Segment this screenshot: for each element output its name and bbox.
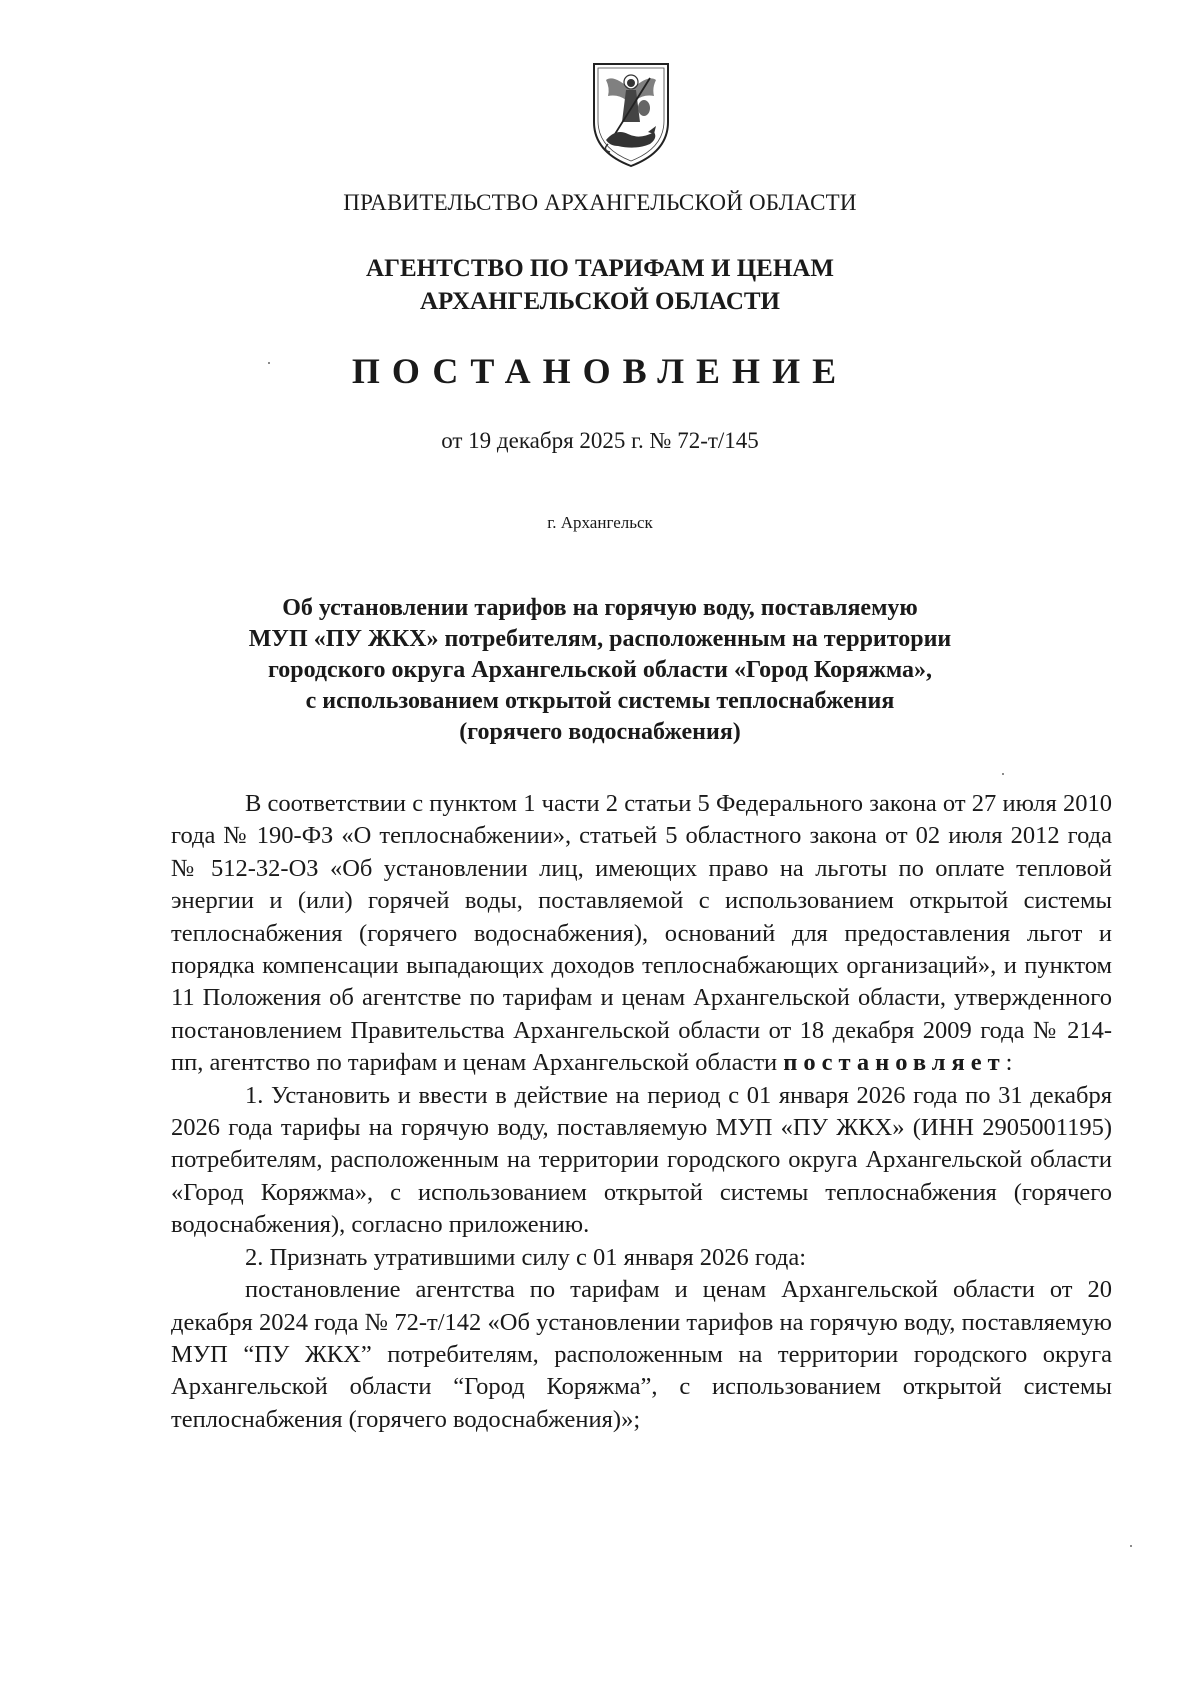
item-2-sub-1-paragraph: постановление агентства по тарифам и ценам Архангельской области от 20 декабря 2024 года № 72-т/142 «Об установлении тарифов на горячую воду, поставляемую МУП “ПУ ЖКХ” потребителям, расположенным на территории городского округа Архангельской области “Город Коряжма”, с использованием открытой системы теплоснабжения (горячего водоснабжения)»; (171, 1276, 1112, 1433)
agency-name-line-1: АГЕНТСТВО ПО ТАРИФАМ И ЦЕНАМ (366, 255, 834, 282)
preamble-paragraph (171, 788, 1112, 1080)
scan-speck (1002, 773, 1004, 775)
government-name: ПРАВИТЕЛЬСТВО АРХАНГЕЛЬСКОЙ ОБЛАСТИ (343, 190, 857, 215)
document-type: ПОСТАНОВЛЕНИЕ (351, 351, 849, 391)
preamble-text: В соответствии с пунктом 1 части 2 статьи 5 Федерального закона от 27 июля 2010 года № 190-ФЗ «О теплоснабжении», статьей 5 областного закона от 02 июля 2012 года № 512-32-ОЗ «Об установлении лиц, имеющих право на льготы по оплате тепловой энергии и (или) горячей воды, поставляемой с использованием открытой системы теплоснабжения (горячего водоснабжения), оснований для предоставления льгот и порядка компенсации выпадающих доходов теплоснабжающих организаций», и пунктом 11 Положения об агентстве по тарифам и ценам Архангельской области, утвержденного постановлением Правительства Архангельской области от 18 декабря 2009 года № 214-пп, агентство по тарифам и ценам Архангельской области (171, 790, 1112, 1077)
resolves-colon: : (1005, 1049, 1013, 1077)
subject-line-4: с использованием открытой системы теплоснабжения (305, 688, 895, 714)
item-1-paragraph: 1. Установить и ввести в действие на период с 01 января 2026 года по 31 декабря 2026 года тарифы на горячую воду, поставляемую МУП «ПУ ЖКХ» (ИНН 2905001195) потребителям, расположенным на территории городского округа Архангельской области «Город Коряжма», с использованием открытой системы теплоснабжения (горячего водоснабжения), согласно приложению. (171, 1081, 1112, 1239)
subject-line-3: городского округа Архангельской области «Город Коряжма», (267, 657, 933, 683)
document-city: г. Архангельск (547, 513, 653, 532)
subject-line-2: МУП «ПУ ЖКХ» потребителям, расположенным на территории (248, 626, 952, 652)
scan-speck (268, 362, 270, 364)
subject-line-1: Об установлении тарифов на горячую воду, поставляемую (282, 595, 918, 621)
arkhangelsk-coat-of-arms-icon (588, 60, 674, 170)
document-body (171, 788, 1112, 1436)
item-2-paragraph: 2. Признать утратившими силу с 01 января 2026 года: (245, 1243, 807, 1271)
agency-name (0, 252, 1200, 318)
document-date-number: от 19 декабря 2025 г. № 72-т/145 (441, 428, 759, 453)
document-subject (0, 593, 1200, 748)
subject-line-5: (горячего водоснабжения) (459, 719, 741, 745)
resolves-word: постановляет (783, 1049, 1006, 1077)
scan-speck (1130, 1545, 1132, 1547)
agency-name-line-2: АРХАНГЕЛЬСКОЙ ОБЛАСТИ (420, 288, 780, 315)
